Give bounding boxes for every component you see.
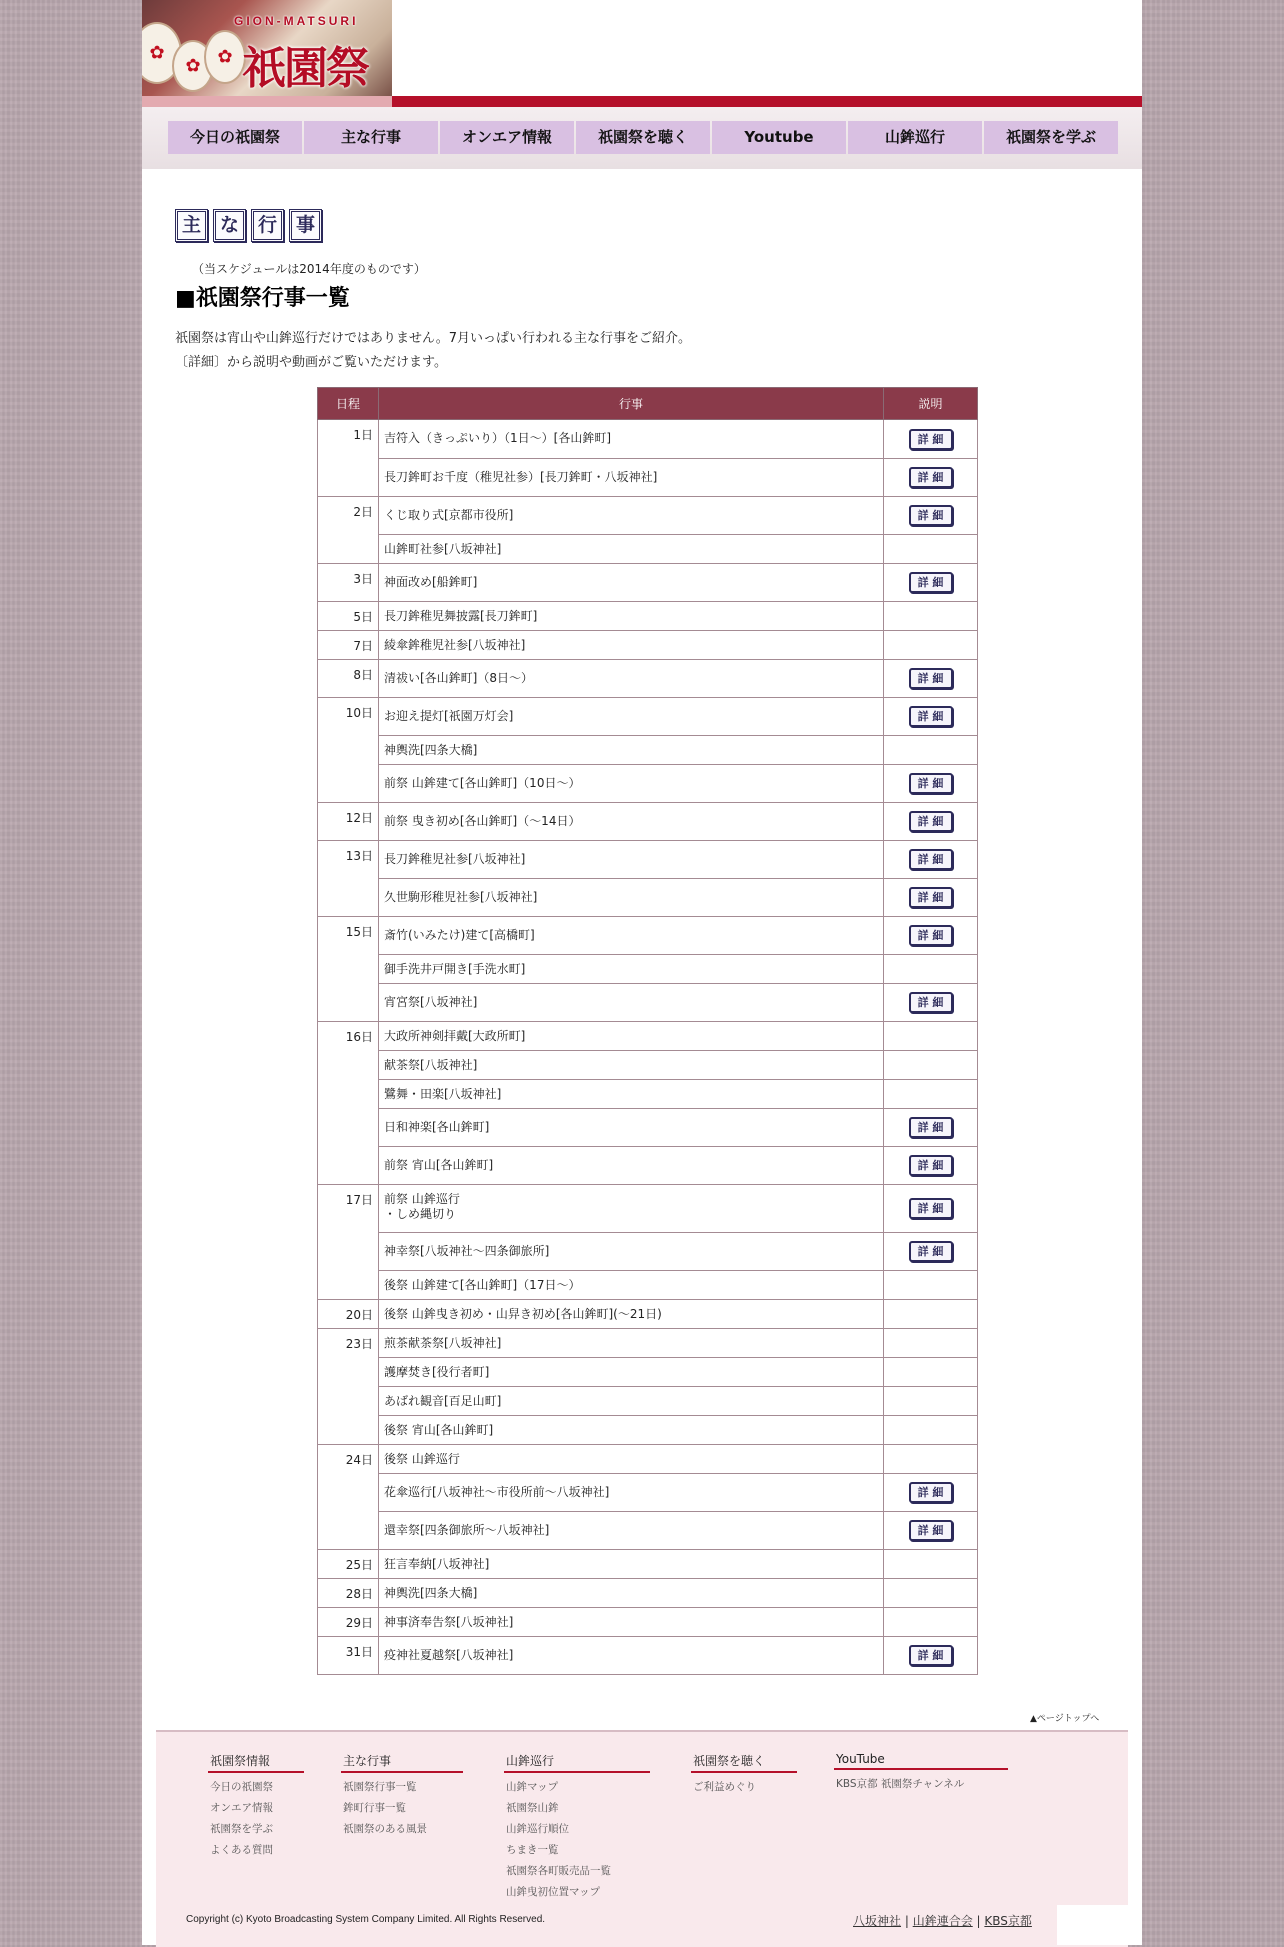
event-name: 神事済奉告祭[八坂神社] — [384, 1615, 514, 1629]
detail-cell — [884, 602, 978, 631]
event-cell — [379, 1300, 884, 1329]
event-name: 宵宮祭[八坂神社] — [384, 995, 478, 1009]
table-row — [318, 1185, 978, 1233]
footer-link[interactable]: 山鉾巡行順位 — [506, 1823, 569, 1835]
site-header — [142, 0, 1142, 107]
event-name: 後祭 宵山[各山鉾町] — [384, 1423, 494, 1437]
event-cell — [379, 1271, 884, 1300]
detail-cell — [884, 1474, 978, 1512]
table-row — [318, 984, 978, 1022]
link-separator: | — [972, 1914, 985, 1928]
event-name: 吉符入（きっぷいり）（1日〜）[各山鉾町] — [384, 431, 611, 445]
event-name: 大政所神剣拝戴[大政所町] — [384, 1029, 526, 1043]
event-name: 後祭 山鉾巡行 — [384, 1452, 460, 1466]
detail-cell — [884, 698, 978, 736]
main-nav — [168, 121, 1118, 154]
footer-partner-link[interactable]: 山鉾連合会 — [912, 1914, 973, 1928]
day-cell: 15日 — [318, 917, 379, 1022]
event-name: 鷺舞・田楽[八坂神社] — [384, 1087, 502, 1101]
nav-item-1[interactable]: 主な行事 — [304, 121, 438, 154]
event-name: 護摩焚き[役行者町] — [384, 1365, 490, 1379]
event-cell — [379, 1579, 884, 1608]
event-cell — [379, 955, 884, 984]
table-row — [318, 459, 978, 497]
copyright: Copyright (c) Kyoto Broadcasting System Company Limited. All Rights Reserved. — [186, 1914, 546, 1925]
detail-button[interactable]: 詳 細 — [909, 887, 953, 908]
intro-line-2: 〔詳細〕から説明や動画がご覧いただけます。 — [175, 355, 447, 370]
event-name: 還幸祭[四条御旅所〜八坂神社] — [384, 1523, 550, 1537]
col-header-event: 行事 — [379, 388, 884, 420]
detail-button[interactable]: 詳 細 — [909, 1241, 953, 1262]
table-row — [318, 602, 978, 631]
event-cell — [379, 1416, 884, 1445]
footer-link[interactable]: KBS京都 祇園祭チャンネル — [836, 1778, 965, 1790]
event-cell — [379, 1185, 884, 1233]
event-cell — [379, 459, 884, 497]
event-name: 斎竹(いみたけ)建て[高橋町] — [384, 928, 535, 942]
footer-partner-link[interactable]: 八坂神社 — [853, 1914, 902, 1928]
title-char-box: 行 — [251, 209, 284, 242]
table-row — [318, 1051, 978, 1080]
detail-cell — [884, 1608, 978, 1637]
event-name: 日和神楽[各山鉾町] — [384, 1120, 490, 1134]
detail-cell — [884, 803, 978, 841]
event-name: 長刀鉾稚児社参[八坂神社] — [384, 852, 526, 866]
table-row — [318, 1416, 978, 1445]
detail-cell — [884, 1080, 978, 1109]
link-separator: | — [901, 1914, 913, 1928]
detail-button[interactable]: 詳 細 — [909, 925, 953, 946]
detail-cell — [884, 1416, 978, 1445]
event-name: 御手洗井戸開き[手洗水町] — [384, 962, 526, 976]
event-name: 山鉾町社参[八坂神社] — [384, 542, 502, 556]
event-name: 長刀鉾町お千度（稚児社参）[長刀鉾町・八坂神社] — [384, 470, 658, 484]
event-cell — [379, 1358, 884, 1387]
header-accent-bar — [142, 96, 392, 107]
detail-button[interactable]: 詳 細 — [909, 1645, 953, 1666]
detail-cell — [884, 420, 978, 459]
footer-link[interactable]: 祇園祭行事一覧 — [343, 1781, 417, 1793]
detail-button[interactable]: 詳 細 — [909, 1155, 953, 1176]
table-row — [318, 1512, 978, 1550]
table-row — [318, 1358, 978, 1387]
detail-cell — [884, 984, 978, 1022]
footer-column-heading: 主な行事 — [341, 1752, 463, 1773]
event-cell — [379, 420, 884, 459]
day-cell: 13日 — [318, 841, 379, 917]
table-row — [318, 736, 978, 765]
title-char-box: 主 — [175, 209, 208, 242]
footer-column — [691, 1752, 797, 1794]
table-row — [318, 1022, 978, 1051]
event-name: 神面改め[船鉾町] — [384, 575, 478, 589]
table-row — [318, 1329, 978, 1358]
detail-cell — [884, 879, 978, 917]
event-cell — [379, 765, 884, 803]
detail-cell — [884, 1329, 978, 1358]
detail-cell — [884, 1185, 978, 1233]
table-row — [318, 1608, 978, 1637]
event-cell — [379, 879, 884, 917]
day-cell: 28日 — [318, 1579, 379, 1608]
detail-button[interactable]: 詳 細 — [909, 429, 953, 450]
detail-button[interactable]: 詳 細 — [909, 706, 953, 727]
day-cell: 1日 — [318, 420, 379, 497]
footer-column-heading: 祇園祭情報 — [208, 1752, 304, 1773]
day-cell: 20日 — [318, 1300, 379, 1329]
intro-line-1: 祇園祭は宵山や山鉾巡行だけではありません。7月いっぱい行われる主な行事をご紹介。 — [175, 331, 692, 346]
event-name: 前祭 宵山[各山鉾町] — [384, 1158, 494, 1172]
table-row — [318, 879, 978, 917]
footer-partner-link[interactable]: KBS京都 — [984, 1914, 1032, 1928]
day-cell: 25日 — [318, 1550, 379, 1579]
event-name: 神幸祭[八坂神社〜四条御旅所] — [384, 1244, 550, 1258]
footer-column-heading: 祇園祭を聴く — [691, 1752, 797, 1773]
table-row — [318, 765, 978, 803]
event-name: 前祭 曳き初め[各山鉾町]（〜14日） — [384, 814, 581, 828]
event-cell — [379, 1329, 884, 1358]
event-name: 長刀鉾稚児舞披露[長刀鉾町] — [384, 609, 538, 623]
table-row — [318, 803, 978, 841]
footer-corner — [1057, 1905, 1142, 1945]
event-name: 後祭 山鉾曳き初め・山舁き初め[各山鉾町](〜21日) — [384, 1307, 662, 1321]
section-heading: ■祇園祭行事一覧 — [175, 285, 350, 311]
nav-strip — [142, 107, 1142, 169]
event-name-line-2: ・しめ縄切り — [384, 1207, 457, 1221]
table-row — [318, 497, 978, 535]
detail-button[interactable]: 詳 細 — [909, 572, 953, 593]
table-row — [318, 1579, 978, 1608]
footer-link[interactable]: 祇園祭のある風景 — [343, 1823, 427, 1835]
event-name: あばれ観音[百足山町] — [384, 1394, 502, 1408]
event-cell — [379, 1637, 884, 1675]
nav-item-4[interactable]: Youtube — [712, 121, 846, 154]
nav-item-5[interactable]: 山鉾巡行 — [848, 121, 982, 154]
event-cell — [379, 736, 884, 765]
event-name: 後祭 山鉾建て[各山鉾町]（17日〜） — [384, 1278, 581, 1292]
schedule-table — [317, 387, 978, 1675]
detail-cell — [884, 660, 978, 698]
detail-cell — [884, 631, 978, 660]
detail-cell — [884, 841, 978, 879]
table-header-row — [318, 388, 978, 420]
table-row — [318, 841, 978, 879]
day-cell: 5日 — [318, 602, 379, 631]
event-name: 疫神社夏越祭[八坂神社] — [384, 1648, 514, 1662]
table-row — [318, 1637, 978, 1675]
day-cell: 8日 — [318, 660, 379, 698]
day-cell: 16日 — [318, 1022, 379, 1185]
event-name: 神輿洗[四条大橋] — [384, 743, 478, 757]
footer-link[interactable]: 鉾町行事一覧 — [343, 1802, 406, 1814]
event-name: 綾傘鉾稚児社参[八坂神社] — [384, 638, 526, 652]
intro-text — [175, 327, 691, 375]
table-row — [318, 1080, 978, 1109]
footer-link[interactable]: 山鉾曳初位置マップ — [506, 1886, 601, 1898]
table-row — [318, 1387, 978, 1416]
event-cell — [379, 698, 884, 736]
site-logo[interactable] — [142, 0, 392, 96]
event-cell — [379, 1550, 884, 1579]
detail-button[interactable]: 詳 細 — [909, 505, 953, 526]
detail-cell — [884, 1512, 978, 1550]
day-cell: 31日 — [318, 1637, 379, 1675]
event-cell — [379, 602, 884, 631]
detail-cell — [884, 917, 978, 955]
day-cell: 17日 — [318, 1185, 379, 1300]
event-name: 前祭 山鉾建て[各山鉾町]（10日〜） — [384, 776, 581, 790]
footer-links — [853, 1912, 1032, 1929]
day-cell: 23日 — [318, 1329, 379, 1445]
table-row — [318, 631, 978, 660]
event-cell — [379, 497, 884, 535]
event-cell — [379, 1080, 884, 1109]
logo-roman-text: GION-MATSURI — [234, 14, 359, 28]
event-cell — [379, 535, 884, 564]
detail-cell — [884, 1233, 978, 1271]
table-row — [318, 1445, 978, 1474]
event-cell — [379, 917, 884, 955]
detail-button[interactable]: 詳 細 — [909, 467, 953, 488]
event-cell — [379, 1608, 884, 1637]
event-cell — [379, 1233, 884, 1271]
footer-link[interactable]: 今日の祇園祭 — [210, 1781, 273, 1793]
detail-button[interactable]: 詳 細 — [909, 992, 953, 1013]
footer-link[interactable]: ご利益めぐり — [693, 1781, 756, 1793]
event-name: 煎茶献茶祭[八坂神社] — [384, 1336, 502, 1350]
detail-cell — [884, 765, 978, 803]
detail-button[interactable]: 詳 細 — [909, 811, 953, 832]
event-cell — [379, 1445, 884, 1474]
site-footer — [156, 1730, 1128, 1947]
detail-button[interactable]: 詳 細 — [909, 849, 953, 870]
footer-column — [208, 1752, 304, 1857]
page-top-link[interactable]: ▲ページトップへ — [1030, 1714, 1100, 1724]
nav-item-6[interactable]: 祇園祭を学ぶ — [984, 121, 1118, 154]
detail-cell — [884, 1637, 978, 1675]
detail-cell — [884, 1051, 978, 1080]
event-name: 清祓い[各山鉾町]（8日〜） — [384, 671, 533, 685]
footer-link[interactable]: ちまき一覧 — [506, 1844, 559, 1856]
detail-cell — [884, 1387, 978, 1416]
lantern-icon: ✿ — [172, 40, 214, 92]
table-row — [318, 1271, 978, 1300]
detail-cell — [884, 1109, 978, 1147]
detail-cell — [884, 1445, 978, 1474]
footer-link[interactable]: よくある質問 — [210, 1844, 273, 1856]
detail-cell — [884, 1579, 978, 1608]
detail-button[interactable]: 詳 細 — [909, 1198, 953, 1219]
detail-button[interactable]: 詳 細 — [909, 668, 953, 689]
nav-item-3[interactable]: 祇園祭を聴く — [576, 121, 710, 154]
title-char-box: 事 — [289, 209, 322, 242]
footer-link[interactable]: 祇園祭山鉾 — [506, 1802, 559, 1814]
table-row — [318, 1550, 978, 1579]
table-row — [318, 535, 978, 564]
detail-button[interactable]: 詳 細 — [909, 1520, 953, 1541]
event-name: 前祭 山鉾巡行 — [384, 1192, 460, 1206]
event-cell — [379, 631, 884, 660]
event-cell — [379, 1147, 884, 1185]
event-cell — [379, 1387, 884, 1416]
detail-button[interactable]: 詳 細 — [909, 1482, 953, 1503]
table-row — [318, 1300, 978, 1329]
table-row — [318, 1109, 978, 1147]
event-name: 久世駒形稚児社参[八坂神社] — [384, 890, 538, 904]
table-row — [318, 564, 978, 602]
detail-cell — [884, 535, 978, 564]
table-row — [318, 698, 978, 736]
footer-column-heading: YouTube — [834, 1752, 1008, 1770]
footer-column — [834, 1752, 1008, 1791]
event-name: 花傘巡行[八坂神社～市役所前～八坂神社] — [384, 1485, 610, 1499]
day-cell: 24日 — [318, 1445, 379, 1550]
event-cell — [379, 1022, 884, 1051]
detail-cell — [884, 1300, 978, 1329]
page — [142, 0, 1142, 1945]
detail-cell — [884, 1022, 978, 1051]
col-header-date: 日程 — [318, 388, 379, 420]
title-char-box: な — [213, 209, 246, 242]
footer-column — [341, 1752, 463, 1836]
detail-cell — [884, 1147, 978, 1185]
table-row — [318, 1147, 978, 1185]
footer-link[interactable]: 祇園祭を学ぶ — [210, 1823, 273, 1835]
day-cell: 29日 — [318, 1608, 379, 1637]
event-cell — [379, 564, 884, 602]
footer-column — [504, 1752, 650, 1899]
day-cell: 3日 — [318, 564, 379, 602]
event-cell — [379, 1512, 884, 1550]
lantern-icon: ✿ — [204, 30, 246, 84]
table-row — [318, 1474, 978, 1512]
table-row — [318, 1233, 978, 1271]
lantern-icon: ✿ — [142, 22, 182, 84]
day-cell: 2日 — [318, 497, 379, 564]
event-cell — [379, 803, 884, 841]
logo-kanji-text: 祇園祭 — [242, 43, 368, 94]
day-cell: 12日 — [318, 803, 379, 841]
event-name: 狂言奉納[八坂神社] — [384, 1557, 490, 1571]
event-name: 献茶祭[八坂神社] — [384, 1058, 478, 1072]
nav-item-0[interactable]: 今日の祇園祭 — [168, 121, 302, 154]
footer-link[interactable]: 祇園祭各町販売品一覧 — [506, 1865, 611, 1877]
day-cell: 10日 — [318, 698, 379, 803]
detail-cell — [884, 564, 978, 602]
event-cell — [379, 1051, 884, 1080]
detail-button[interactable]: 詳 細 — [909, 773, 953, 794]
detail-cell — [884, 955, 978, 984]
event-cell — [379, 841, 884, 879]
table-row — [318, 955, 978, 984]
footer-column-heading: 山鉾巡行 — [504, 1752, 650, 1773]
event-name: 神輿洗[四条大橋] — [384, 1586, 478, 1600]
footer-link[interactable]: オンエア情報 — [210, 1802, 273, 1814]
event-cell — [379, 984, 884, 1022]
detail-cell — [884, 1271, 978, 1300]
detail-cell — [884, 459, 978, 497]
schedule-note: （当スケジュールは2014年度のものです） — [192, 262, 426, 276]
event-name: くじ取り式[京都市役所] — [384, 508, 514, 522]
event-cell — [379, 1474, 884, 1512]
detail-cell — [884, 1358, 978, 1387]
footer-link[interactable]: 山鉾マップ — [506, 1781, 559, 1793]
event-name: お迎え提灯[祇園万灯会] — [384, 709, 514, 723]
detail-button[interactable]: 詳 細 — [909, 1117, 953, 1138]
detail-cell — [884, 497, 978, 535]
page-title — [175, 209, 322, 242]
detail-cell — [884, 736, 978, 765]
table-row — [318, 917, 978, 955]
table-row — [318, 420, 978, 459]
nav-item-2[interactable]: オンエア情報 — [440, 121, 574, 154]
day-cell: 7日 — [318, 631, 379, 660]
table-row — [318, 660, 978, 698]
event-cell — [379, 660, 884, 698]
detail-cell — [884, 1550, 978, 1579]
event-cell — [379, 1109, 884, 1147]
col-header-detail: 説明 — [884, 388, 978, 420]
header-red-bar — [392, 96, 1142, 107]
